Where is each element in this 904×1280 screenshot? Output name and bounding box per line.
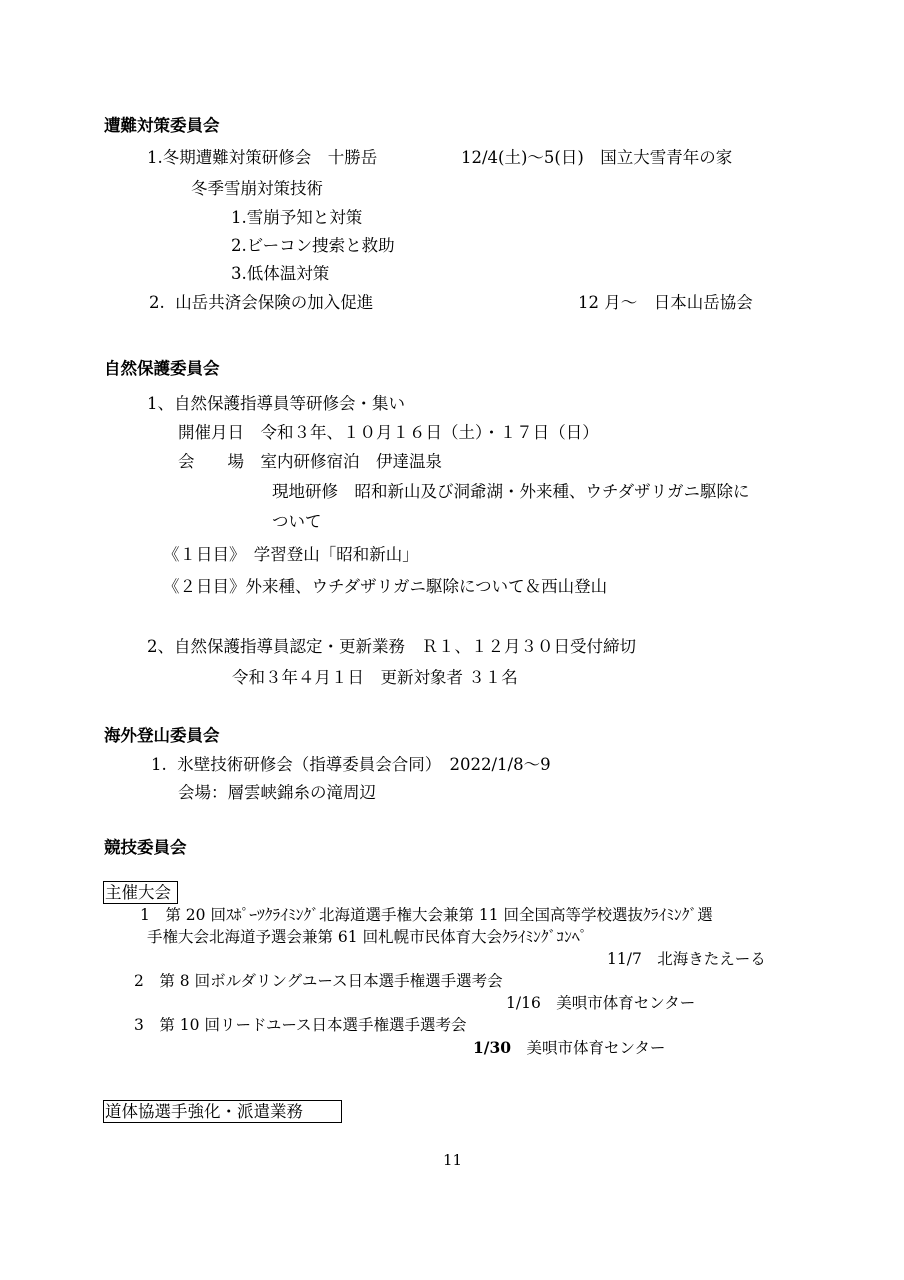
nature-item-2-sub: 令和３年４月１日 更新対象者 ３１名 bbox=[232, 668, 518, 687]
athlete-strengthening-label: 道体協選手強化・派遣業務 bbox=[105, 1102, 303, 1121]
nature-day-1: 《１日目》 学習登山「昭和新山」 bbox=[163, 545, 419, 564]
competition-heading: 競技委員会 bbox=[104, 838, 187, 857]
nature-day-2: 《２日目》外来種、ウチダザリガニ駆除について＆西山登山 bbox=[163, 577, 608, 596]
competition-item-1-line-1: 1 第 20 回ｽﾎﾟｰﾂｸﾗｲﾐﾝｸﾞ北海道選手権大会兼第 11 回全国高等学校選抜ｸﾗｲﾐﾝｸﾞ選 bbox=[140, 906, 713, 924]
overseas-item-1: 1. 氷壁技術研修会（指導委員会合同） 2022/1/8〜9 bbox=[151, 755, 551, 774]
hosted-events-box bbox=[103, 881, 178, 904]
overseas-heading: 海外登山委員会 bbox=[104, 726, 220, 745]
page-number: 11 bbox=[443, 1151, 463, 1169]
rescue-subtitle: 冬季雪崩対策技術 bbox=[191, 179, 323, 198]
nature-item-2: 2、自然保護指導員認定・更新業務 Ｒ１、１２月３０日受付締切 bbox=[147, 637, 636, 656]
rescue-item-1-date: 12/4(土)〜5(日) 国立大雪青年の家 bbox=[461, 148, 733, 167]
rescue-sub-2: 2.ビーコン捜索と救助 bbox=[231, 236, 395, 255]
nature-venue-line: 会 場 室内研修宿泊 伊達温泉 bbox=[178, 452, 442, 471]
rescue-sub-1: 1.雪崩予知と対策 bbox=[231, 208, 363, 227]
hosted-events-label: 主催大会 bbox=[105, 883, 171, 902]
competition-item-3: 3 第 10 回リードユース日本選手権選手選考会 bbox=[134, 1016, 467, 1034]
rescue-heading: 遭難対策委員会 bbox=[104, 116, 220, 135]
overseas-venue: 会場：層雲峡錦糸の滝周辺 bbox=[178, 783, 376, 802]
competition-item-1-line-2: 手権大会北海道予選会兼第 61 回札幌市民体育大会ｸﾗｲﾐﾝｸﾞｺﾝﾍﾟ bbox=[147, 928, 588, 946]
competition-item-3-date-number: 1/30 bbox=[473, 1038, 512, 1057]
nature-item-1: 1、自然保護指導員等研修会・集い bbox=[147, 394, 405, 413]
rescue-item-2-label: 2. 山岳共済会保険の加入促進 bbox=[149, 293, 374, 312]
nature-heading: 自然保護委員会 bbox=[104, 359, 220, 378]
rescue-item-1-label: 1.冬期遭難対策研修会 十勝岳 bbox=[147, 148, 378, 167]
nature-date-line: 開催月日 令和３年、１０月１６日（土）・１７日（日） bbox=[178, 423, 599, 442]
athlete-strengthening-box bbox=[103, 1100, 342, 1123]
nature-field-line-2: ついて bbox=[272, 512, 322, 531]
competition-item-3-venue: 美唄市体育センター bbox=[511, 1039, 666, 1057]
competition-item-1-date: 11/7 北海きたえーる bbox=[607, 950, 766, 968]
nature-field-line-1: 現地研修 昭和新山及び洞爺湖・外来種、ウチダザリガニ駆除に bbox=[272, 482, 750, 501]
rescue-item-2-date: 12 月〜 日本山岳協会 bbox=[578, 293, 753, 312]
competition-item-3-date bbox=[473, 1039, 665, 1058]
competition-item-2-date: 1/16 美唄市体育センター bbox=[506, 994, 696, 1012]
rescue-sub-3: 3.低体温対策 bbox=[231, 264, 330, 283]
competition-item-2: 2 第 8 回ボルダリングユース日本選手権選手選考会 bbox=[134, 972, 503, 990]
